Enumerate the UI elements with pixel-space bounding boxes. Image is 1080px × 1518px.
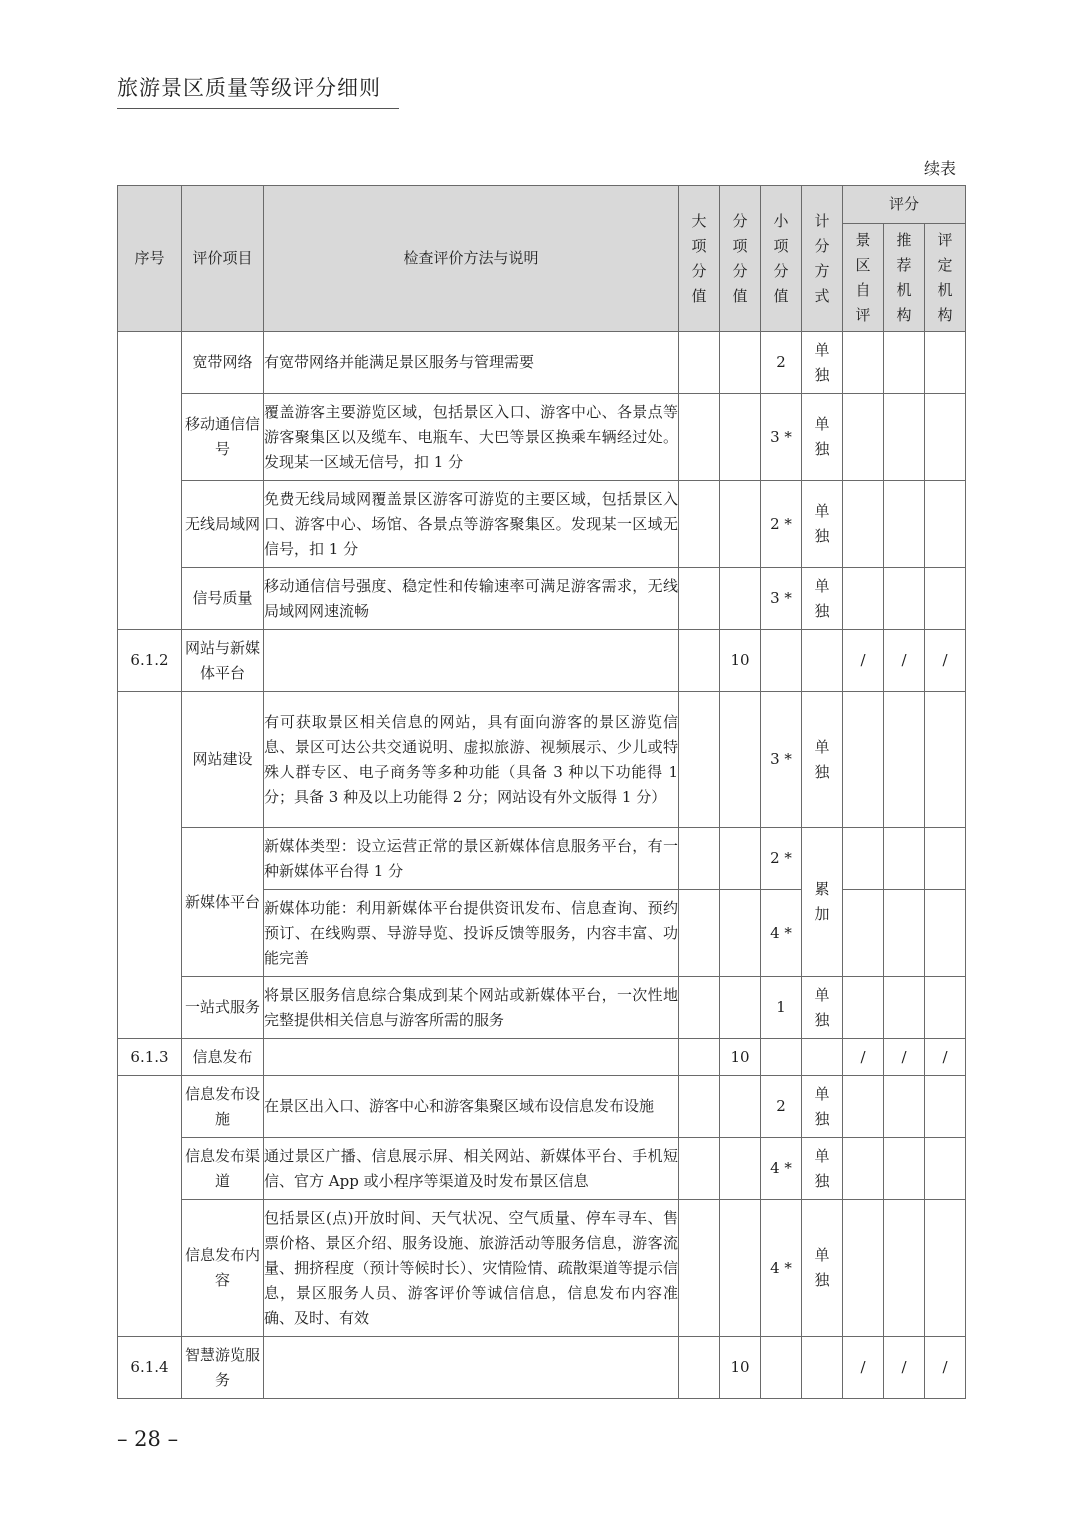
header-sub-points	[720, 186, 761, 332]
page-number: – 28 –	[117, 1427, 179, 1451]
points-cell: 4 *	[761, 1138, 802, 1200]
item-cell: 新媒体平台	[182, 828, 264, 977]
points-cell: 4 *	[761, 890, 802, 977]
page-header-title: 旅游景区质量等级评分细则	[117, 72, 399, 109]
item-cell: 信息发布渠道	[182, 1138, 264, 1200]
points-cell: 1	[761, 977, 802, 1039]
item-cell: 网站建设	[182, 692, 264, 828]
header-sub-points-text: 分项分值	[732, 211, 748, 305]
mode-text: 单独	[814, 576, 830, 620]
points-cell: 2 *	[761, 481, 802, 568]
item-cell: 网站与新媒体平台	[182, 630, 264, 692]
self-eval-cell: /	[843, 1039, 884, 1076]
mode-cell	[802, 1076, 843, 1138]
recommend-cell: /	[884, 1337, 925, 1399]
item-cell: 一站式服务	[182, 977, 264, 1039]
item-cell: 移动通信信号	[182, 394, 264, 481]
desc-cell: 将景区服务信息综合集成到某个网站或新媒体平台，一次性地完整提供相关信息与游客所需的服务	[264, 977, 679, 1039]
recommend-cell: /	[884, 1039, 925, 1076]
points-cell: 3 *	[761, 394, 802, 481]
table-row	[118, 568, 966, 630]
assess-cell: /	[925, 1039, 966, 1076]
desc-cell: 移动通信信号强度、稳定性和传输速率可满足游客需求，无线局域网网速流畅	[264, 568, 679, 630]
mode-text: 单独	[814, 1084, 830, 1128]
header-evaluation: 评分	[843, 186, 966, 224]
sub-points-cell: 10	[720, 1039, 761, 1076]
mode-text: 单独	[814, 1146, 830, 1190]
header-major-points-text: 大项分值	[691, 211, 707, 305]
desc-cell: 有宽带网络并能满足景区服务与管理需要	[264, 332, 679, 394]
mode-cell	[802, 481, 843, 568]
table-row	[118, 692, 966, 828]
header-self-eval	[843, 224, 884, 332]
section-row	[118, 630, 966, 692]
assess-cell: /	[925, 1337, 966, 1399]
desc-cell: 新媒体类型：设立运营正常的景区新媒体信息服务平台，有一种新媒体平台得 1 分	[264, 828, 679, 890]
header-scoring-mode	[802, 186, 843, 332]
desc-cell: 覆盖游客主要游览区域，包括景区入口、游客中心、各景点等游客聚集区以及缆车、电瓶车、大巴等景区换乘车辆经过处。发现某一区域无信号，扣 1 分	[264, 394, 679, 481]
mode-cell	[802, 394, 843, 481]
table-row	[118, 481, 966, 568]
section-row	[118, 1039, 966, 1076]
table-row	[118, 394, 966, 481]
seq-cell: 6.1.3	[118, 1039, 182, 1076]
seq-cell	[118, 332, 182, 630]
header-self-eval-text: 景区自评	[855, 230, 871, 324]
points-cell: 2	[761, 1076, 802, 1138]
mode-cell	[802, 1138, 843, 1200]
seq-cell: 6.1.4	[118, 1337, 182, 1399]
mode-text: 累加	[814, 880, 830, 923]
table-row	[118, 977, 966, 1039]
desc-cell: 包括景区(点)开放时间、天气状况、空气质量、停车寻车、售票价格、景区介绍、服务设施、旅游活动等服务信息，游客流量、拥挤程度（预计等候时长）、灾情险情、疏散渠道等提示信息，景区服务人员、游客评价等诚信信息，信息发布内容准确、及时、有效	[264, 1200, 679, 1337]
scoring-table	[117, 185, 966, 1399]
points-cell: 3 *	[761, 692, 802, 828]
points-cell: 2 *	[761, 828, 802, 890]
table-row	[118, 1200, 966, 1337]
mode-text: 单独	[814, 340, 830, 384]
header-minor-points-text: 小项分值	[773, 211, 789, 305]
table-row	[118, 1076, 966, 1138]
mode-text: 单独	[814, 415, 830, 458]
self-eval-cell: /	[843, 630, 884, 692]
mode-cell	[802, 692, 843, 828]
header-assess	[925, 224, 966, 332]
table-row	[118, 828, 966, 890]
mode-text: 单独	[814, 502, 830, 545]
header-minor-points	[761, 186, 802, 332]
sub-points-cell: 10	[720, 630, 761, 692]
mode-text: 单独	[814, 737, 830, 781]
mode-cell	[802, 332, 843, 394]
assess-cell: /	[925, 630, 966, 692]
item-cell: 信息发布	[182, 1039, 264, 1076]
table-row	[118, 332, 966, 394]
seq-cell: 6.1.2	[118, 630, 182, 692]
header-seq: 序号	[118, 186, 182, 332]
mode-cell	[802, 568, 843, 630]
item-cell: 信息发布内容	[182, 1200, 264, 1337]
section-row	[118, 1337, 966, 1399]
self-eval-cell: /	[843, 1337, 884, 1399]
mode-cell	[802, 828, 843, 977]
desc-cell: 在景区出入口、游客中心和游客集聚区域布设信息发布设施	[264, 1076, 679, 1138]
points-cell: 3 *	[761, 568, 802, 630]
desc-cell: 通过景区广播、信息展示屏、相关网站、新媒体平台、手机短信、官方 App 或小程序等渠道及时发布景区信息	[264, 1138, 679, 1200]
header-method: 检查评价方法与说明	[264, 186, 679, 332]
table-row	[118, 1138, 966, 1200]
mode-cell	[802, 977, 843, 1039]
mode-text: 单独	[814, 985, 830, 1029]
item-cell: 智慧游览服务	[182, 1337, 264, 1399]
points-cell: 2	[761, 332, 802, 394]
desc-cell: 有可获取景区相关信息的网站，具有面向游客的景区游览信息、景区可达公共交通说明、虚拟旅游、视频展示、少儿或特殊人群专区、电子商务等多种功能（具备 3 种以下功能得 1 分；具备 3 种及以上功能得 2 分；网站设有外文版得 1 分）	[264, 692, 679, 828]
header-assess-text: 评定机构	[937, 230, 953, 324]
seq-cell	[118, 692, 182, 1039]
item-cell: 信号质量	[182, 568, 264, 630]
header-recommend	[884, 224, 925, 332]
item-cell: 无线局域网	[182, 481, 264, 568]
mode-cell	[802, 1200, 843, 1337]
recommend-cell: /	[884, 630, 925, 692]
header-recommend-text: 推荐机构	[896, 230, 912, 324]
seq-cell	[118, 1076, 182, 1337]
header-scoring-mode-text: 计分方式	[814, 211, 830, 305]
item-cell: 宽带网络	[182, 332, 264, 394]
desc-cell: 免费无线局域网覆盖景区游客可游览的主要区域，包括景区入口、游客中心、场馆、各景点等游客聚集区。发现某一区域无信号，扣 1 分	[264, 481, 679, 568]
sub-points-cell: 10	[720, 1337, 761, 1399]
points-cell: 4 *	[761, 1200, 802, 1337]
item-cell: 信息发布设施	[182, 1076, 264, 1138]
desc-cell: 新媒体功能：利用新媒体平台提供资讯发布、信息查询、预约预订、在线购票、导游导览、投诉反馈等服务，内容丰富、功能完善	[264, 890, 679, 977]
header-major-points	[679, 186, 720, 332]
continued-label: 续表	[923, 159, 956, 178]
mode-text: 单独	[814, 1246, 830, 1289]
header-item: 评价项目	[182, 186, 264, 332]
